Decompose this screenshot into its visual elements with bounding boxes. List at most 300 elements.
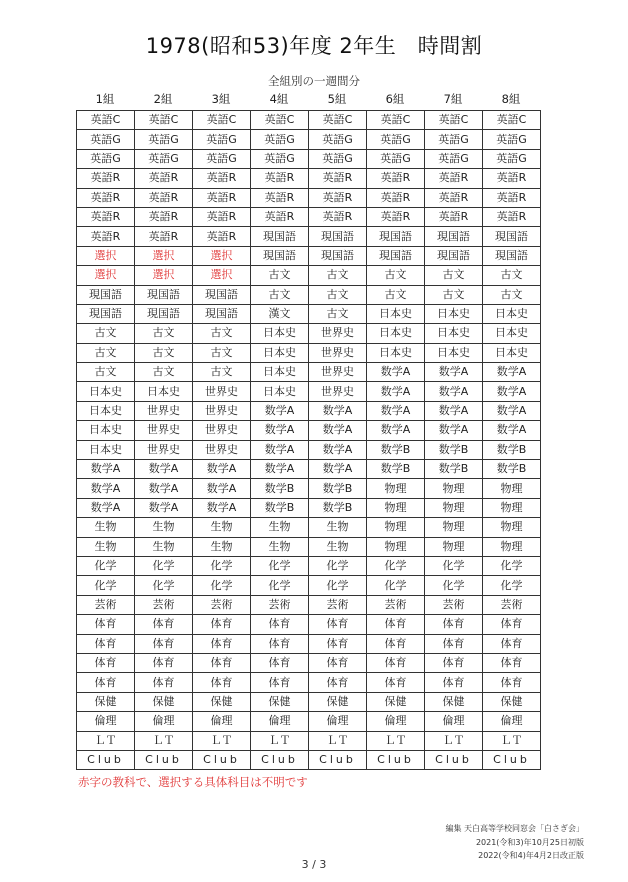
table-cell: 倫理 (367, 712, 425, 731)
table-cell: 物理 (425, 537, 483, 556)
table-cell: 古文 (193, 363, 251, 382)
table-row (77, 324, 541, 343)
table-cell: 古文 (425, 285, 483, 304)
page-number: 3 / 3 (301, 858, 327, 871)
table-cell: 保健 (367, 692, 425, 711)
table-cell: 現国語 (251, 246, 309, 265)
table-cell: 英語G (425, 130, 483, 149)
table-cell: 数学A (425, 421, 483, 440)
table-cell: 英語R (135, 207, 193, 226)
table-cell: 化学 (135, 576, 193, 595)
table-cell: 英語G (251, 149, 309, 168)
table-cell: 化学 (309, 576, 367, 595)
table-cell: 選択 (193, 266, 251, 285)
table-cell: 英語R (135, 227, 193, 246)
table-cell: 古文 (193, 343, 251, 362)
table-cell: 物理 (425, 479, 483, 498)
table-cell: 数学A (251, 401, 309, 420)
table-row (77, 149, 541, 168)
table-cell: 現国語 (367, 246, 425, 265)
table-cell: 数学A (309, 421, 367, 440)
table-cell: 現国語 (77, 285, 135, 304)
table-row (77, 343, 541, 362)
table-cell: 世界史 (193, 382, 251, 401)
table-cell: 古文 (309, 266, 367, 285)
table-cell: 体育 (367, 673, 425, 692)
table-cell: 化学 (367, 576, 425, 595)
table-cell: 生物 (251, 518, 309, 537)
table-cell: 芸術 (483, 595, 541, 614)
table-row (77, 188, 541, 207)
table-cell: 体育 (251, 615, 309, 634)
table-cell: 体育 (193, 634, 251, 653)
table-cell: 英語R (251, 207, 309, 226)
table-row (77, 518, 541, 537)
table-cell: 古文 (135, 324, 193, 343)
table-cell: 日本史 (77, 382, 135, 401)
table-cell: 数学A (193, 460, 251, 479)
table-cell: 化学 (425, 556, 483, 575)
table-row (77, 227, 541, 246)
table-cell: 英語R (425, 207, 483, 226)
table-cell: 英語G (367, 130, 425, 149)
table-cell: 数学A (193, 498, 251, 517)
table-cell: 物理 (483, 518, 541, 537)
table-cell: 体育 (425, 634, 483, 653)
table-cell: 日本史 (251, 382, 309, 401)
table-cell: 体育 (251, 673, 309, 692)
table-cell: 数学B (483, 440, 541, 459)
table-cell: 生物 (193, 537, 251, 556)
table-cell: 選択 (135, 266, 193, 285)
table-cell: 日本史 (367, 324, 425, 343)
table-cell: 物理 (367, 537, 425, 556)
table-cell: 世界史 (309, 324, 367, 343)
table-cell: 現国語 (483, 227, 541, 246)
table-cell: ＬＴ (367, 731, 425, 750)
table-cell: 日本史 (77, 440, 135, 459)
table-cell: 数学A (367, 421, 425, 440)
table-cell: 世界史 (309, 343, 367, 362)
table-cell: 倫理 (135, 712, 193, 731)
table-cell: 生物 (77, 537, 135, 556)
table-cell: 古文 (309, 304, 367, 323)
table-cell: 現国語 (483, 246, 541, 265)
table-cell: 芸術 (77, 595, 135, 614)
table-cell: 数学B (309, 498, 367, 517)
table-cell: 世界史 (193, 401, 251, 420)
table-cell: 現国語 (425, 227, 483, 246)
table-cell: 化学 (309, 556, 367, 575)
table-row (77, 537, 541, 556)
table-cell: 体育 (483, 653, 541, 672)
table-cell: 現国語 (309, 246, 367, 265)
table-cell: 倫理 (251, 712, 309, 731)
table-cell: 英語R (425, 188, 483, 207)
table-cell: 英語G (309, 149, 367, 168)
table-cell: 化学 (251, 556, 309, 575)
table-cell: 数学B (483, 460, 541, 479)
table-cell: 芸術 (135, 595, 193, 614)
table-cell: 英語R (77, 188, 135, 207)
table-cell: 体育 (309, 673, 367, 692)
table-cell: 生物 (135, 537, 193, 556)
table-cell: 古文 (193, 324, 251, 343)
table-cell: 古文 (367, 285, 425, 304)
table-cell: 日本史 (425, 343, 483, 362)
table-cell: 芸術 (367, 595, 425, 614)
table-row (77, 421, 541, 440)
table-cell: 英語G (309, 130, 367, 149)
table-cell: 英語R (309, 188, 367, 207)
table-row (77, 246, 541, 265)
table-cell: 英語R (309, 169, 367, 188)
table-cell: 数学B (367, 460, 425, 479)
table-cell: 体育 (135, 634, 193, 653)
table-cell: 化学 (483, 556, 541, 575)
table-cell: 世界史 (135, 421, 193, 440)
table-cell: 数学A (483, 382, 541, 401)
table-cell: 体育 (77, 634, 135, 653)
table-cell: 日本史 (251, 324, 309, 343)
table-cell: 英語R (135, 169, 193, 188)
table-cell: 芸術 (309, 595, 367, 614)
table-cell: 英語C (483, 111, 541, 130)
table-cell: 保健 (77, 692, 135, 711)
table-cell: 現国語 (251, 227, 309, 246)
table-cell: Club (425, 750, 483, 769)
table-cell: ＬＴ (425, 731, 483, 750)
table-cell: Club (483, 750, 541, 769)
table-cell: 世界史 (309, 382, 367, 401)
table-cell: 英語C (425, 111, 483, 130)
table-cell: 倫理 (483, 712, 541, 731)
table-cell: 化学 (425, 576, 483, 595)
table-cell: 現国語 (367, 227, 425, 246)
table-cell: 英語G (367, 149, 425, 168)
table-cell: 数学A (77, 460, 135, 479)
table-cell: 物理 (367, 479, 425, 498)
table-row (77, 285, 541, 304)
table-cell: 日本史 (251, 343, 309, 362)
table-cell: 数学B (425, 460, 483, 479)
table-cell: 体育 (425, 615, 483, 634)
table-cell: 化学 (367, 556, 425, 575)
table-cell: 英語R (135, 188, 193, 207)
table-cell: Club (77, 750, 135, 769)
table-cell: 数学A (135, 498, 193, 517)
class-header-1: 1組 (95, 92, 115, 106)
table-cell: ＬＴ (77, 731, 135, 750)
table-row (77, 556, 541, 575)
table-cell: 数学A (251, 460, 309, 479)
table-cell: 体育 (309, 615, 367, 634)
table-cell: 日本史 (483, 324, 541, 343)
table-cell: 古文 (483, 266, 541, 285)
table-cell: 物理 (367, 518, 425, 537)
table-cell: 英語C (251, 111, 309, 130)
table-cell: 数学A (425, 401, 483, 420)
table-cell: 世界史 (193, 421, 251, 440)
table-row (77, 653, 541, 672)
table-cell: 生物 (135, 518, 193, 537)
table-cell: 英語R (483, 169, 541, 188)
table-cell: 体育 (135, 615, 193, 634)
table-cell: 古文 (77, 363, 135, 382)
table-cell: 保健 (251, 692, 309, 711)
table-cell: 倫理 (425, 712, 483, 731)
table-cell: 化学 (193, 556, 251, 575)
table-row (77, 634, 541, 653)
table-cell: ＬＴ (251, 731, 309, 750)
table-cell: 英語C (135, 111, 193, 130)
table-cell: 体育 (367, 634, 425, 653)
table-cell: 体育 (193, 653, 251, 672)
table-cell: 英語C (77, 111, 135, 130)
table-cell: 英語R (367, 188, 425, 207)
table-cell: 日本史 (77, 401, 135, 420)
table-cell: 英語R (77, 207, 135, 226)
table-cell: 現国語 (135, 304, 193, 323)
table-cell: 化学 (251, 576, 309, 595)
table-cell: 数学A (483, 363, 541, 382)
table-cell: 保健 (309, 692, 367, 711)
table-cell: 化学 (77, 576, 135, 595)
table-row (77, 750, 541, 769)
table-row (77, 401, 541, 420)
table-cell: 古文 (425, 266, 483, 285)
table-cell: 体育 (309, 653, 367, 672)
table-cell: 体育 (425, 653, 483, 672)
table-cell: 物理 (483, 479, 541, 498)
table-cell: 英語G (251, 130, 309, 149)
table-cell: 芸術 (425, 595, 483, 614)
table-cell: 保健 (193, 692, 251, 711)
table-cell: 古文 (77, 343, 135, 362)
table-cell: ＬＴ (483, 731, 541, 750)
table-row (77, 169, 541, 188)
class-header-6: 6組 (385, 92, 405, 106)
class-header-row (76, 91, 540, 111)
table-cell: 英語R (193, 207, 251, 226)
table-cell: 数学B (367, 440, 425, 459)
table-row (77, 673, 541, 692)
table-cell: 化学 (77, 556, 135, 575)
table-cell: Club (251, 750, 309, 769)
table-row (77, 692, 541, 711)
table-row (77, 595, 541, 614)
table-row (77, 712, 541, 731)
table-cell: 日本史 (77, 421, 135, 440)
table-cell: 現国語 (135, 285, 193, 304)
table-cell: 世界史 (135, 440, 193, 459)
table-row (77, 576, 541, 595)
table-cell: 現国語 (77, 304, 135, 323)
table-cell: 古文 (251, 285, 309, 304)
table-cell: 生物 (251, 537, 309, 556)
table-cell: 日本史 (367, 304, 425, 323)
class-header-5: 5組 (327, 92, 347, 106)
table-cell: 英語R (367, 207, 425, 226)
table-cell: 世界史 (193, 440, 251, 459)
table-cell: 数学A (251, 440, 309, 459)
table-cell: 英語G (135, 130, 193, 149)
table-cell: 倫理 (193, 712, 251, 731)
table-row (77, 498, 541, 517)
table-cell: 現国語 (309, 227, 367, 246)
table-cell: 古文 (135, 343, 193, 362)
table-cell: 古文 (309, 285, 367, 304)
table-cell: 化学 (135, 556, 193, 575)
table-cell: 古文 (367, 266, 425, 285)
timetable (76, 110, 541, 770)
table-row (77, 111, 541, 130)
table-cell: Club (193, 750, 251, 769)
table-cell: 選択 (193, 246, 251, 265)
table-cell: 古文 (251, 266, 309, 285)
table-cell: 体育 (193, 673, 251, 692)
table-cell: 英語R (483, 188, 541, 207)
table-cell: 体育 (483, 634, 541, 653)
table-cell: 数学A (367, 363, 425, 382)
table-cell: Club (309, 750, 367, 769)
footnote: 赤字の教科で、選択する具体科目は不明です (78, 775, 308, 789)
table-cell: 物理 (483, 498, 541, 517)
table-row (77, 266, 541, 285)
table-cell: Club (367, 750, 425, 769)
table-cell: 選択 (135, 246, 193, 265)
table-cell: 倫理 (309, 712, 367, 731)
class-header-2: 2組 (153, 92, 173, 106)
table-cell: 体育 (425, 673, 483, 692)
table-cell: ＬＴ (309, 731, 367, 750)
credit-editor: 編集 天白高等学校同窓会「白さぎ会」 (445, 824, 584, 833)
credit-first-edition: 2021(令和3)年10月25日初版 (475, 837, 584, 847)
table-row (77, 130, 541, 149)
class-header-7: 7組 (443, 92, 463, 106)
table-cell: 英語R (251, 169, 309, 188)
table-cell: 数学A (483, 421, 541, 440)
table-cell: 体育 (135, 653, 193, 672)
table-cell: 現国語 (193, 285, 251, 304)
table-cell: 世界史 (135, 401, 193, 420)
table-cell: 英語G (483, 149, 541, 168)
class-header-3: 3組 (211, 92, 231, 106)
table-cell: 体育 (135, 673, 193, 692)
table-cell: 倫理 (77, 712, 135, 731)
table-cell: 数学A (77, 479, 135, 498)
table-cell: 数学A (135, 460, 193, 479)
table-subtitle: 全組別の一週間分 (268, 74, 360, 88)
table-cell: 体育 (251, 653, 309, 672)
table-cell: 数学A (367, 382, 425, 401)
table-row (77, 304, 541, 323)
table-cell: 英語R (193, 169, 251, 188)
table-cell: 日本史 (483, 304, 541, 323)
table-cell: 体育 (251, 634, 309, 653)
table-cell: 体育 (483, 615, 541, 634)
table-cell: 数学A (309, 401, 367, 420)
table-cell: 体育 (367, 653, 425, 672)
table-cell: 体育 (483, 673, 541, 692)
table-cell: 英語R (77, 169, 135, 188)
table-cell: 日本史 (135, 382, 193, 401)
table-cell: 保健 (135, 692, 193, 711)
table-cell: 英語R (77, 227, 135, 246)
table-cell: 物理 (425, 518, 483, 537)
table-cell: 生物 (77, 518, 135, 537)
table-cell: 数学B (251, 498, 309, 517)
table-cell: 日本史 (483, 343, 541, 362)
table-row (77, 363, 541, 382)
table-cell: 数学A (77, 498, 135, 517)
table-cell: 数学A (251, 421, 309, 440)
table-cell: 芸術 (251, 595, 309, 614)
table-cell: 生物 (309, 518, 367, 537)
table-cell: 生物 (309, 537, 367, 556)
table-cell: 現国語 (193, 304, 251, 323)
table-cell: 生物 (193, 518, 251, 537)
table-cell: 英語G (77, 130, 135, 149)
table-cell: 古文 (77, 324, 135, 343)
table-cell: 選択 (77, 266, 135, 285)
table-cell: 現国語 (425, 246, 483, 265)
table-cell: 英語C (367, 111, 425, 130)
table-cell: 英語R (483, 207, 541, 226)
table-cell: 英語G (193, 149, 251, 168)
table-cell: 数学A (193, 479, 251, 498)
table-cell: 日本史 (367, 343, 425, 362)
table-cell: 保健 (483, 692, 541, 711)
table-cell: ＬＴ (193, 731, 251, 750)
table-cell: 体育 (193, 615, 251, 634)
table-cell: 体育 (309, 634, 367, 653)
table-cell: 英語R (425, 169, 483, 188)
table-cell: 物理 (483, 537, 541, 556)
credit-revised-edition: 2022(令和4)年4月2日改正版 (478, 851, 584, 860)
table-row (77, 615, 541, 634)
table-cell: 英語G (193, 130, 251, 149)
table-cell: 数学A (135, 479, 193, 498)
table-cell: 体育 (77, 673, 135, 692)
table-cell: 化学 (483, 576, 541, 595)
table-cell: 数学B (425, 440, 483, 459)
table-cell: 日本史 (425, 304, 483, 323)
table-cell: 数学A (367, 401, 425, 420)
table-cell: 選択 (77, 246, 135, 265)
table-cell: 英語R (251, 188, 309, 207)
page-title: 1978(昭和53)年度 2年生 時間割 (145, 34, 483, 58)
table-cell: 物理 (367, 498, 425, 517)
table-cell: 数学B (309, 479, 367, 498)
table-row (77, 207, 541, 226)
table-cell: 数学A (309, 440, 367, 459)
table-cell: Club (135, 750, 193, 769)
table-row (77, 479, 541, 498)
table-row (77, 382, 541, 401)
table-cell: 芸術 (193, 595, 251, 614)
table-cell: 数学A (483, 401, 541, 420)
table-cell: 保健 (425, 692, 483, 711)
class-header-4: 4組 (269, 92, 289, 106)
table-cell: 英語R (193, 227, 251, 246)
table-cell: 英語G (483, 130, 541, 149)
table-cell: 数学A (309, 460, 367, 479)
table-cell: 化学 (193, 576, 251, 595)
credits (445, 822, 584, 863)
table-cell: 日本史 (251, 363, 309, 382)
table-cell: 体育 (367, 615, 425, 634)
